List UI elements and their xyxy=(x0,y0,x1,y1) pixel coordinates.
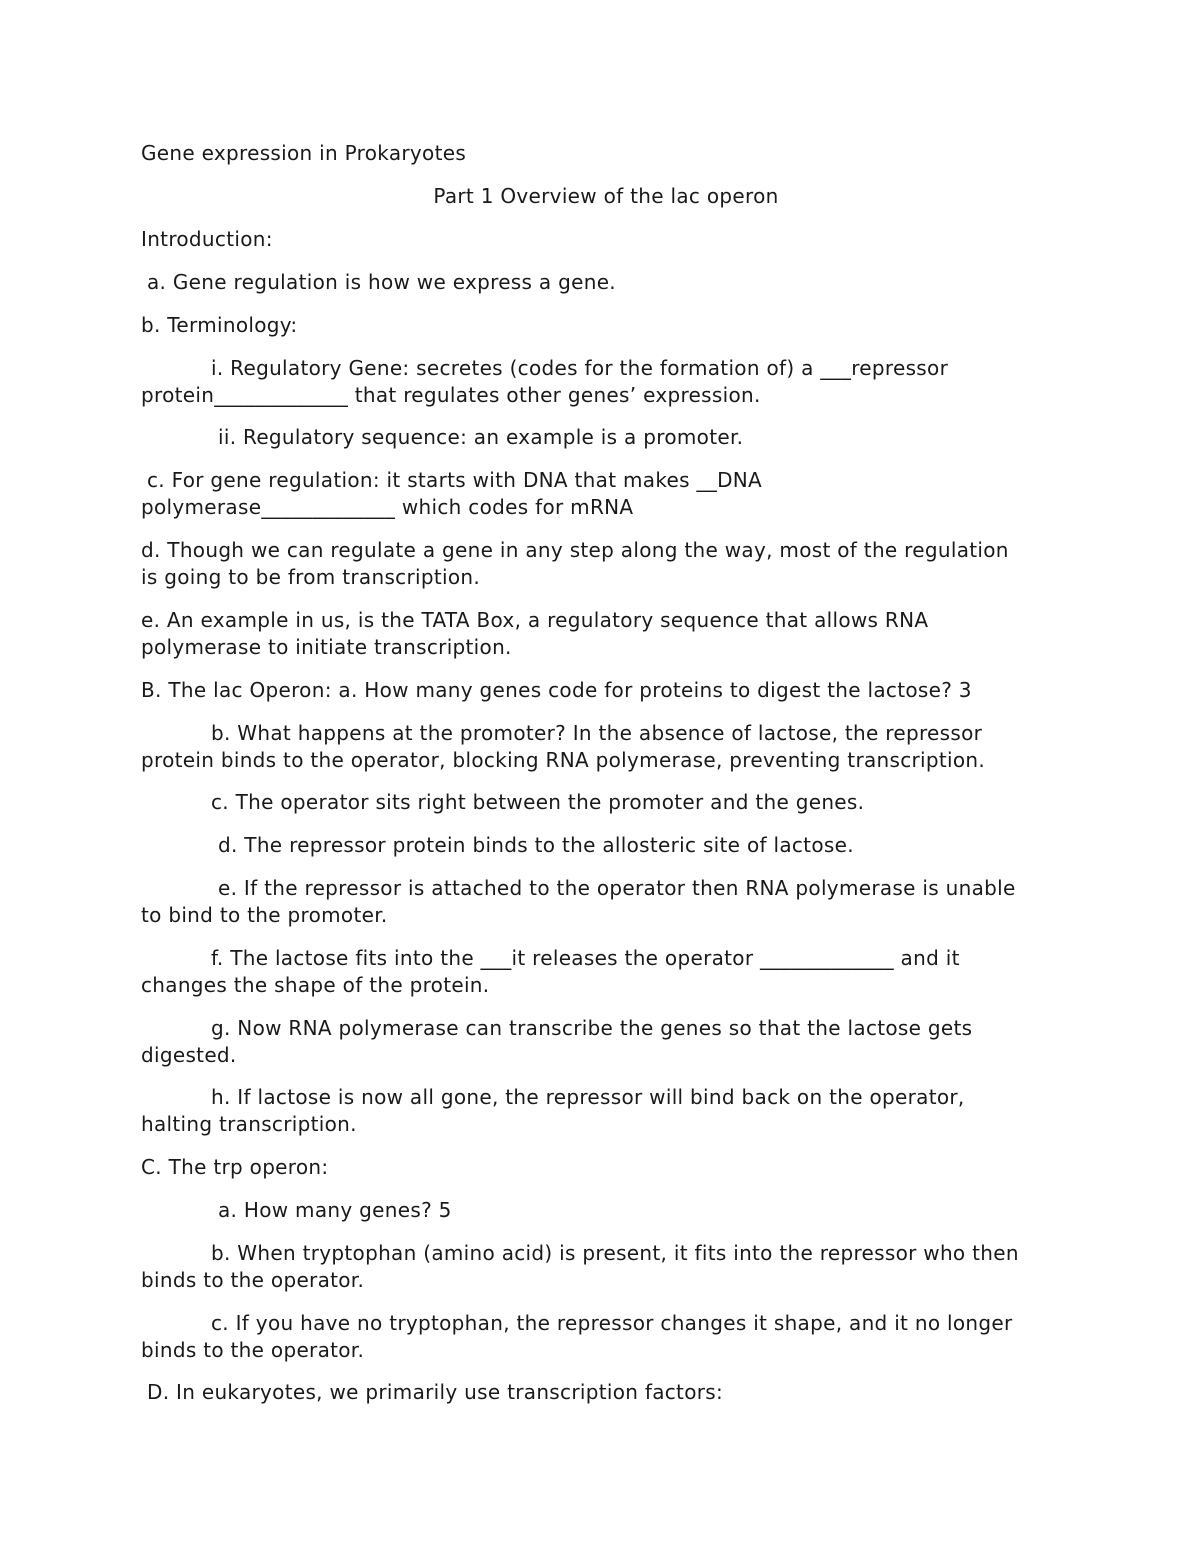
trp-item-b-line-2: binds to the operator. xyxy=(141,1268,365,1292)
term-i-line-2: protein_____________ that regulates other genes’ expression. xyxy=(141,383,761,407)
lac-item-f-line-2: changes the shape of the protein. xyxy=(141,973,490,997)
trp-item-c-line-1: c. If you have no tryptophan, the repressor changes it shape, and it no longer xyxy=(211,1311,1013,1335)
eukaryotes-heading: D. In eukaryotes, we primarily use transcription factors: xyxy=(147,1380,724,1404)
intro-item-b: b. Terminology: xyxy=(141,313,298,337)
lac-item-c: c. The operator sits right between the promoter and the genes. xyxy=(211,790,865,814)
intro-item-d-line-1: d. Though we can regulate a gene in any step along the way, most of the regulation xyxy=(141,538,1009,562)
lac-item-g-line-1: g. Now RNA polymerase can transcribe the genes so that the lactose gets xyxy=(211,1016,973,1040)
lac-item-f-line-1: f. The lactose fits into the ___it releases the operator _____________ and it xyxy=(211,946,960,970)
trp-item-c-line-2: binds to the operator. xyxy=(141,1338,365,1362)
trp-operon-heading: C. The trp operon: xyxy=(141,1155,329,1179)
intro-item-a: a. Gene regulation is how we express a gene. xyxy=(147,270,616,294)
lac-item-e-line-2: to bind to the promoter. xyxy=(141,903,388,927)
lac-item-b-line-2: protein binds to the operator, blocking RNA polymerase, preventing transcription. xyxy=(141,748,986,772)
term-i-line-1: i. Regulatory Gene: secretes (codes for the formation of) a ___repressor xyxy=(211,356,949,380)
lac-item-h-line-2: halting transcription. xyxy=(141,1112,357,1136)
intro-item-e-line-1: e. An example in us, is the TATA Box, a regulatory sequence that allows RNA xyxy=(141,608,929,632)
trp-item-b-line-1: b. When tryptophan (amino acid) is present, it fits into the repressor who then xyxy=(211,1241,1019,1265)
lac-item-d: d. The repressor protein binds to the allosteric site of lactose. xyxy=(218,833,854,857)
lac-operon-item-a: B. The lac Operon: a. How many genes code for proteins to digest the lactose? 3 xyxy=(141,678,972,702)
lac-item-g-line-2: digested. xyxy=(141,1043,237,1067)
lac-item-b-line-1: b. What happens at the promoter? In the absence of lactose, the repressor xyxy=(211,721,983,745)
intro-item-c-line-1: c. For gene regulation: it starts with DNA that makes __DNA xyxy=(147,468,763,492)
intro-item-d-line-2: is going to be from transcription. xyxy=(141,565,480,589)
trp-item-a: a. How many genes? 5 xyxy=(218,1198,452,1222)
intro-item-c-line-2: polymerase_____________ which codes for mRNA xyxy=(141,495,634,519)
term-ii: ii. Regulatory sequence: an example is a promoter. xyxy=(218,425,744,449)
document-title: Gene expression in Prokaryotes xyxy=(141,141,467,165)
lac-item-e-line-1: e. If the repressor is attached to the operator then RNA polymerase is unable xyxy=(218,876,1016,900)
intro-item-e-line-2: polymerase to initiate transcription. xyxy=(141,635,512,659)
part-heading: Part 1 Overview of the lac operon xyxy=(433,184,779,208)
lac-item-h-line-1: h. If lactose is now all gone, the repressor will bind back on the operator, xyxy=(211,1085,965,1109)
introduction-label: Introduction: xyxy=(141,227,273,251)
